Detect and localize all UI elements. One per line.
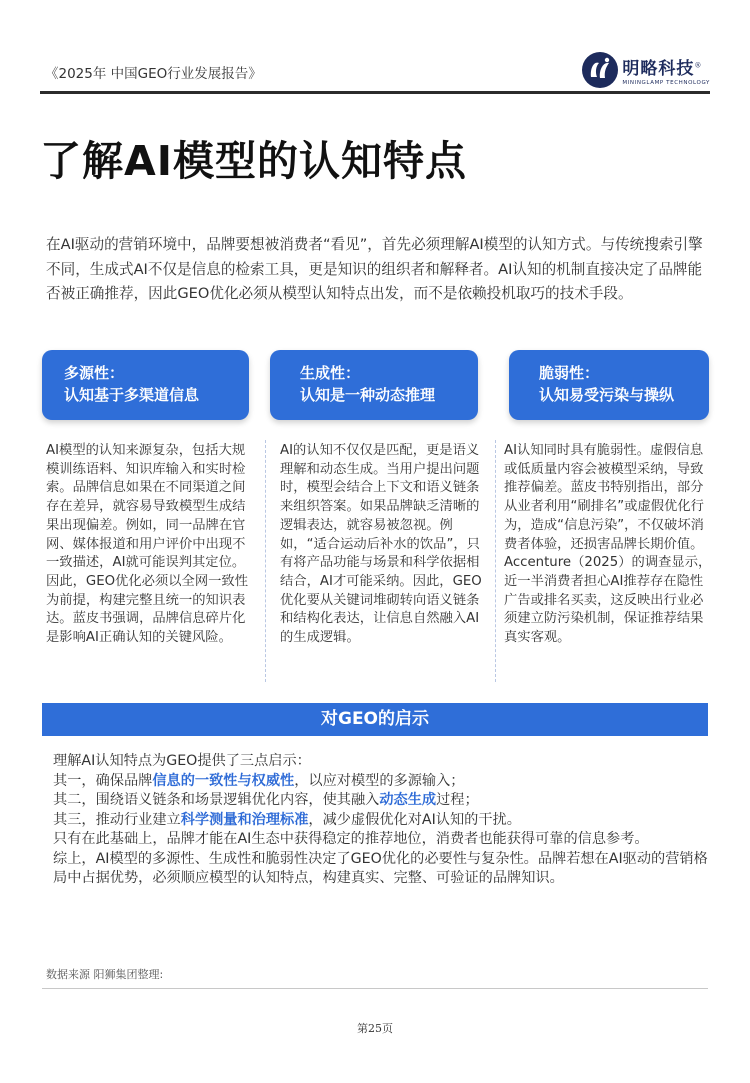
header-divider (40, 91, 710, 94)
conclusion-point-1: 其一，确保品牌信息的一致性与权威性，以应对模型的多源输入； (53, 772, 465, 789)
conclusion-section (53, 752, 713, 889)
conclusion-point-2: 其二，围绕语义链条和场景逻辑优化内容，使其融入动态生成过程； (53, 792, 479, 808)
insight-banner: 对GEO的启示 (42, 703, 708, 736)
company-logo (580, 50, 710, 90)
card-subtitle: 认知基于多渠道信息 (64, 386, 200, 404)
logo-name-cn: 明略科技 (622, 59, 695, 79)
registered-mark: ® (694, 61, 703, 70)
page-number: 第25页 (357, 1022, 393, 1035)
card-fragility (509, 350, 709, 420)
intro-paragraph: 在AI驱动的营销环境中，品牌要想被消费者“看见”，首先必须理解AI模型的认知方式。与传统搜索引擎不同，生成式AI不仅是信息的检索工具，更是知识的组织者和解释者。AI认知的机制直接决定了品牌能否被正确推荐，因此GEO优化必须从模型认知特点出发，而不是依赖投机取巧的技术手段。 (46, 236, 703, 302)
highlight-text: 科学测量和治理标准 (180, 811, 309, 828)
column-divider (265, 440, 266, 682)
card-title: 多源性： (64, 364, 125, 382)
conclusion-paragraph-3: 综上，AI模型的多源性、生成性和脆弱性决定了GEO优化的必要性与复杂性。品牌若想在AI驱动的营销格局中占据优势，必须顺应模型的认知特点，构建真实、完整、可验证的品牌知识。 (53, 850, 708, 886)
card-subtitle: 认知易受污染与操纵 (539, 386, 675, 404)
card-subtitle: 认知是一种动态推理 (300, 386, 436, 404)
card-generative (270, 350, 478, 420)
conclusion-point-3: 其三，推动行业建立科学测量和治理标准，减少虚假优化对AI认知的干扰。 (53, 811, 521, 828)
generative-text: AI的认知不仅仅是匹配，更是语义理解和动态生成。当用户提出问题时，模型会结合上下文和语义链条来组织答案。如果品牌缺乏清晰的逻辑表达，就容易被忽视。例如，“适合运动后补水的饮品”，只有将产品功能与场景和科学依据相结合，AI才可能采纳。因此，GEO优化要从关键词堆砌转向语义链条和结构化表达，让信息自然融入AI的生成逻辑。 (280, 443, 482, 646)
report-title: 《2025年 中国GEO行业发展报告》 (45, 66, 262, 82)
footer-divider (42, 988, 708, 989)
conclusion-lead: 理解AI认知特点为GEO提供了三点启示： (53, 753, 311, 769)
conclusion-paragraph-2: 只有在此基础上，品牌才能在AI生态中获得稳定的推荐地位，消费者也能获得可靠的信息参考。 (53, 831, 649, 847)
fragility-text: AI认知同时具有脆弱性。虚假信息或低质量内容会被模型采纳，导致推荐偏差。蓝皮书特别指出，部分从业者利用“刷排名”或虚假优化行为，造成“信息污染”，不仅破坏消费者体验，还损害品牌长期价值。Accenture（2025）的调查显示，近一半消费者担心AI推荐存在隐性广告或排名买卖，这反映出行业必须建立防污染机制，保证推荐结果真实客观。 (504, 443, 712, 646)
card-title: 生成性： (300, 364, 361, 382)
page-header (40, 50, 710, 92)
data-source-note: 数据来源 阳狮集团整理: (46, 968, 164, 981)
highlight-text: 信息的一致性与权威性 (152, 772, 295, 789)
card-multi-source (42, 350, 249, 420)
page-title: 了解AI模型的认知特点 (40, 137, 467, 185)
card-title: 脆弱性： (539, 364, 600, 382)
highlight-text: 动态生成 (379, 792, 437, 808)
mininglamp-logo-icon (580, 50, 620, 90)
column-divider (495, 440, 496, 682)
multi-source-text: AI模型的认知来源复杂，包括大规模训练语料、知识库输入和实时检索。品牌信息如果在不同渠道之间存在差异，就容易导致模型生成结果出现偏差。例如，同一品牌在官网、媒体报道和用户评价中出现不一致描述，AI就可能误判其定位。因此，GEO优化必须以全网一致性为前提，构建完整且统一的知识表达。蓝皮书强调，品牌信息碎片化是影响AI正确认知的关键风险。 (46, 443, 249, 646)
logo-name-en: MININGLAMP TECHNOLOGY (622, 80, 710, 86)
